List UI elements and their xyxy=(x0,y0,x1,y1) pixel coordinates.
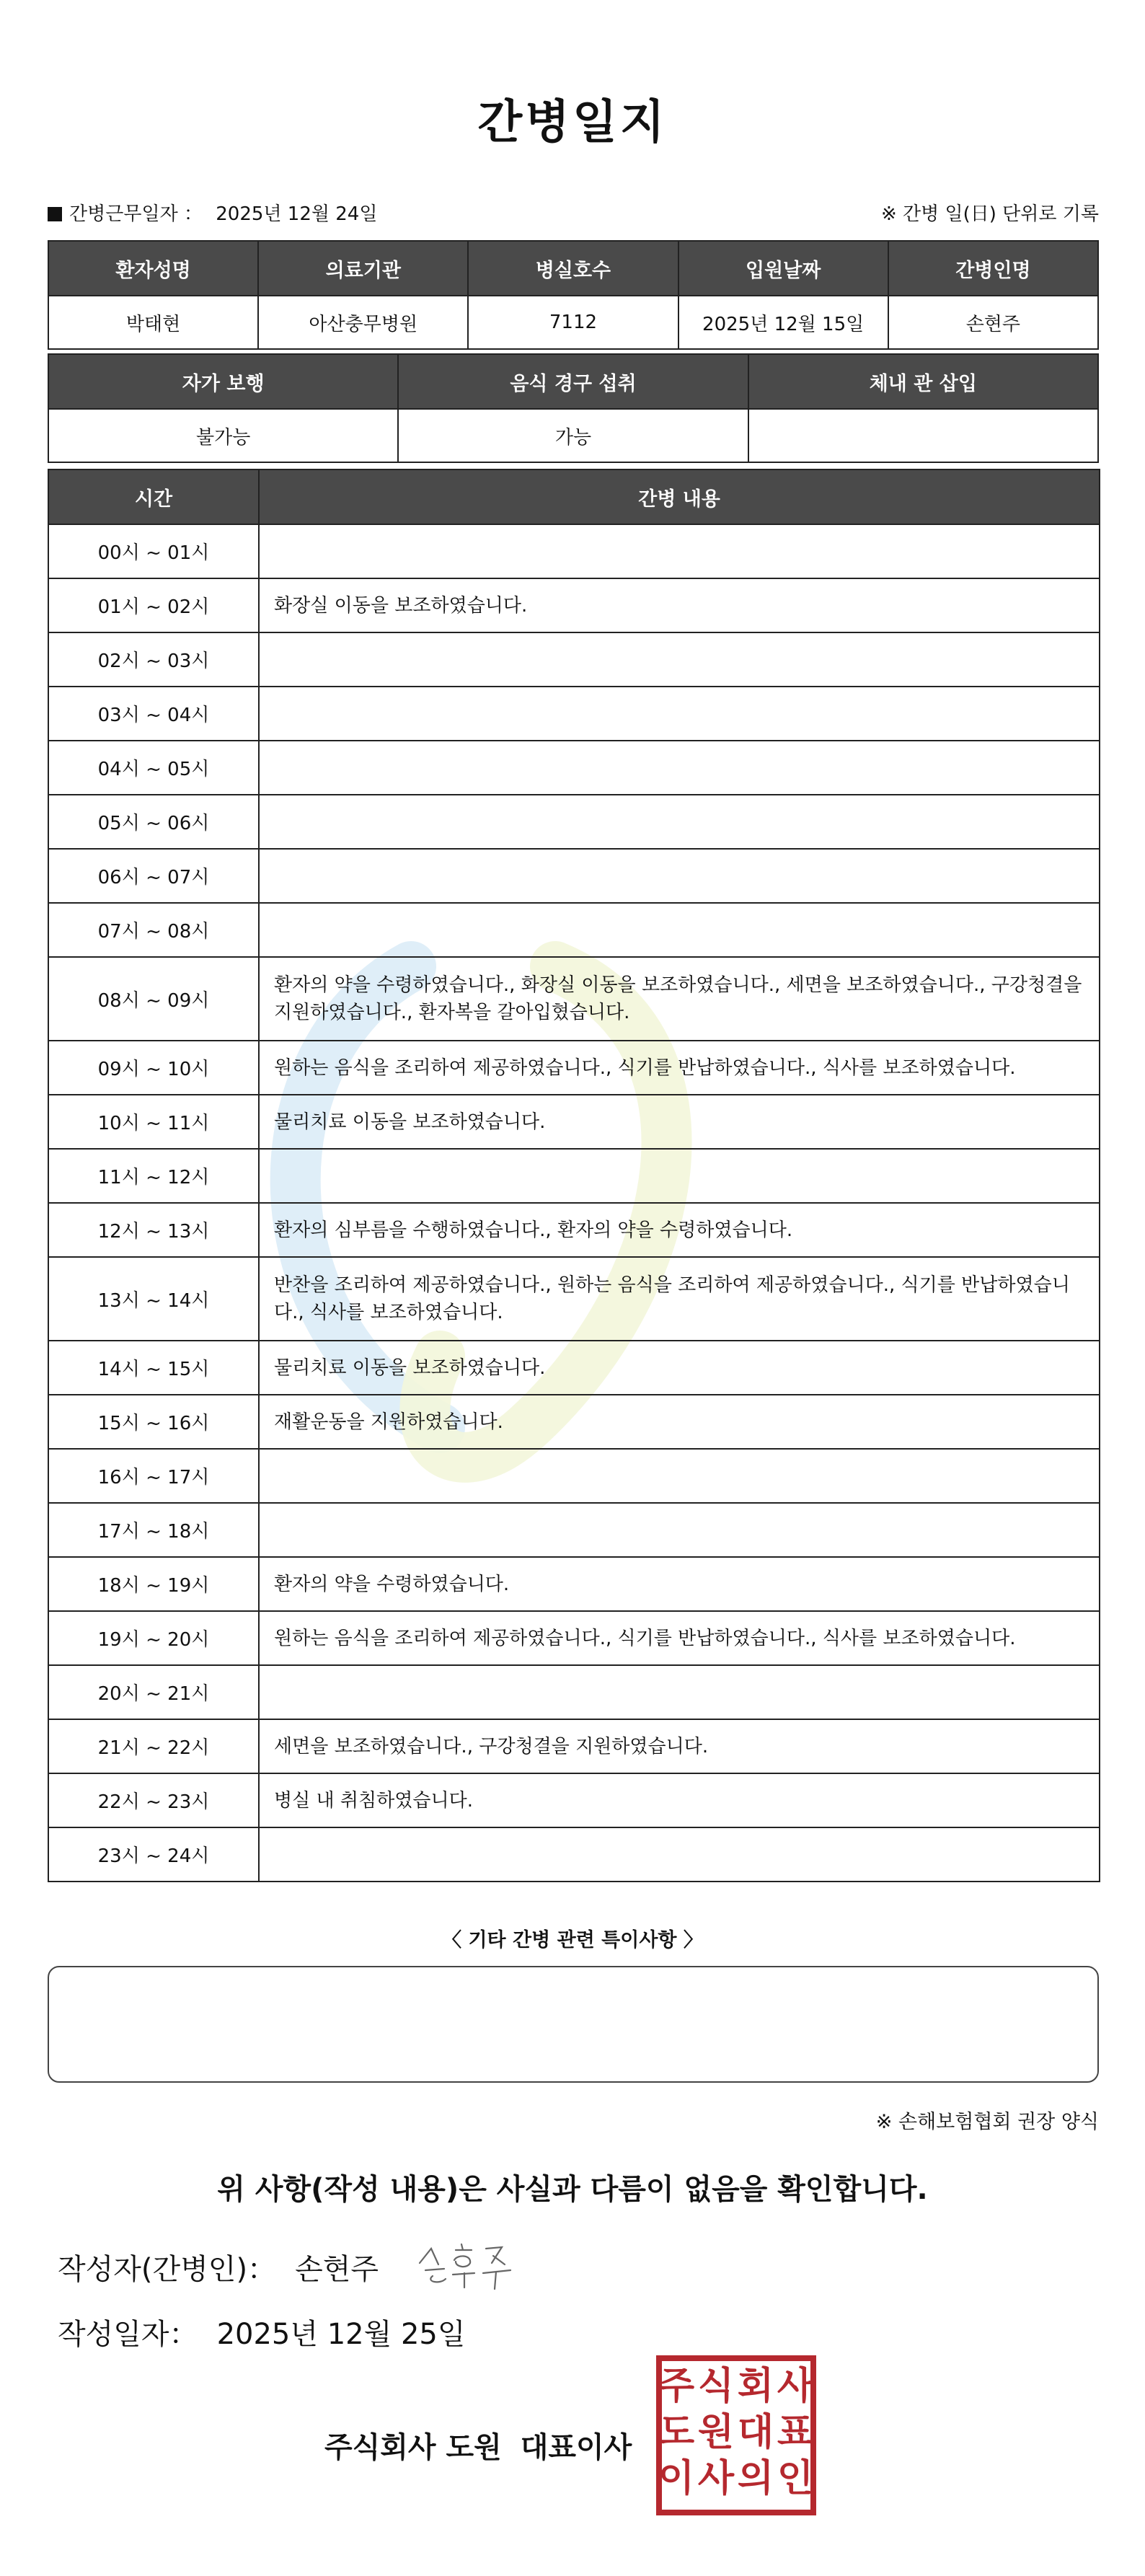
content-cell xyxy=(259,1149,1100,1203)
representative-title: 대표이사 xyxy=(520,2431,632,2464)
work-date-value: 2025년 12월 24일 xyxy=(216,203,378,225)
time-cell: 05시 ~ 06시 xyxy=(48,795,259,849)
notes-title: 〈 기타 간병 관련 특이사항 〉 xyxy=(442,1929,703,1951)
table-row xyxy=(48,903,1100,957)
writer-name: 손현주 xyxy=(295,2253,379,2286)
seal-glyph: 대 xyxy=(737,2411,774,2454)
table-header-row xyxy=(48,241,1098,296)
tube-insertion xyxy=(748,409,1098,462)
content-cell: 재활운동을 지원하였습니다. xyxy=(259,1395,1100,1449)
time-cell: 22시 ~ 23시 xyxy=(48,1773,259,1827)
table-row xyxy=(48,1557,1100,1611)
table-row xyxy=(48,849,1100,903)
square-bullet-icon xyxy=(48,207,62,221)
time-cell: 10시 ~ 11시 xyxy=(48,1095,259,1149)
table-row xyxy=(48,1041,1100,1095)
caregiver-name: 손현주 xyxy=(888,296,1098,349)
room-number: 7112 xyxy=(468,296,678,349)
content-cell xyxy=(259,687,1100,741)
header-tube-insertion: 체내 관 삽입 xyxy=(748,354,1098,409)
table-row xyxy=(48,1719,1100,1773)
date-label: 작성일자： xyxy=(58,2318,198,2351)
table-row xyxy=(48,795,1100,849)
content-cell: 화장실 이동을 보조하였습니다. xyxy=(259,578,1100,632)
content-cell: 물리치료 이동을 보조하였습니다. xyxy=(259,1095,1100,1149)
header-patient-name: 환자성명 xyxy=(48,241,258,296)
admission-date: 2025년 12월 15일 xyxy=(678,296,888,349)
table-header-row xyxy=(48,354,1098,409)
time-cell: 03시 ~ 04시 xyxy=(48,687,259,741)
table-row xyxy=(48,1095,1100,1149)
header-self-walking: 자가 보행 xyxy=(48,354,398,409)
seal-glyph: 회 xyxy=(737,2365,774,2408)
seal-glyph: 원 xyxy=(697,2411,735,2454)
content-cell xyxy=(259,849,1100,903)
table-row xyxy=(48,1665,1100,1719)
time-cell: 12시 ~ 13시 xyxy=(48,1203,259,1257)
seal-glyph: 사 xyxy=(777,2365,814,2408)
time-cell: 16시 ~ 17시 xyxy=(48,1449,259,1503)
hospital: 아산충무병원 xyxy=(258,296,468,349)
time-cell: 00시 ~ 01시 xyxy=(48,524,259,578)
table-row xyxy=(48,409,1098,462)
time-cell: 11시 ~ 12시 xyxy=(48,1149,259,1203)
header-time: 시간 xyxy=(48,469,259,524)
content-cell: 병실 내 취침하였습니다. xyxy=(259,1773,1100,1827)
patient-status-table xyxy=(48,353,1099,463)
table-row xyxy=(48,1503,1100,1557)
header-oral-intake: 음식 경구 섭취 xyxy=(398,354,748,409)
writer-label: 작성자(간병인)： xyxy=(58,2253,277,2286)
table-row xyxy=(48,524,1100,578)
time-cell: 02시 ~ 03시 xyxy=(48,632,259,687)
seal-glyph: 이 xyxy=(658,2457,695,2500)
handwritten-signature xyxy=(411,2234,526,2299)
table-row xyxy=(48,1203,1100,1257)
header-caregiver-name: 간병인명 xyxy=(888,241,1098,296)
content-cell xyxy=(259,632,1100,687)
care-log-table xyxy=(48,469,1100,1882)
content-cell: 환자의 심부름을 수행하였습니다., 환자의 약을 수령하였습니다. xyxy=(259,1203,1100,1257)
time-cell: 14시 ~ 15시 xyxy=(48,1341,259,1395)
content-cell: 세면을 보조하였습니다., 구강청결을 지원하였습니다. xyxy=(259,1719,1100,1773)
self-walking: 불가능 xyxy=(48,409,398,462)
content-cell xyxy=(259,795,1100,849)
seal-glyph: 도 xyxy=(658,2411,695,2454)
writer-line xyxy=(58,2246,379,2288)
oral-intake: 가능 xyxy=(398,409,748,462)
table-row xyxy=(48,1449,1100,1503)
time-cell: 23시 ~ 24시 xyxy=(48,1827,259,1882)
table-row xyxy=(48,1395,1100,1449)
content-cell xyxy=(259,903,1100,957)
content-cell: 환자의 약을 수령하였습니다. xyxy=(259,1557,1100,1611)
patient-name: 박태현 xyxy=(48,296,258,349)
written-date-line xyxy=(58,2311,466,2352)
time-cell: 07시 ~ 08시 xyxy=(48,903,259,957)
record-note: ※ 간병 일(日) 단위로 기록 xyxy=(880,203,1099,225)
table-row xyxy=(48,1827,1100,1882)
recommendation-note: ※ 손해보험협회 권장 양식 xyxy=(875,2111,1099,2133)
content-cell xyxy=(259,1665,1100,1719)
table-row xyxy=(48,578,1100,632)
page-title: 간병일지 xyxy=(477,96,668,149)
time-cell: 01시 ~ 02시 xyxy=(48,578,259,632)
table-row xyxy=(48,296,1098,349)
content-cell: 반찬을 조리하여 제공하였습니다., 원하는 음식을 조리하여 제공하였습니다., 식기를 반납하였습니다., 식사를 보조하였습니다. xyxy=(259,1257,1100,1341)
date-value: 2025년 12월 25일 xyxy=(216,2318,466,2351)
table-header-row xyxy=(48,469,1100,524)
content-cell xyxy=(259,1503,1100,1557)
work-date-label: 간병근무일자 ： xyxy=(69,203,203,225)
time-cell: 06시 ~ 07시 xyxy=(48,849,259,903)
content-cell: 원하는 음식을 조리하여 제공하였습니다., 식기를 반납하였습니다., 식사를 보조하였습니다. xyxy=(259,1611,1100,1665)
content-cell: 물리치료 이동을 보조하였습니다. xyxy=(259,1341,1100,1395)
content-cell xyxy=(259,741,1100,795)
content-cell: 환자의 약을 수령하였습니다., 화장실 이동을 보조하였습니다., 세면을 보조하였습니다., 구강청결을 지원하였습니다., 환자복을 갈아입혔습니다. xyxy=(259,957,1100,1041)
table-row xyxy=(48,632,1100,687)
company-line xyxy=(324,2425,632,2466)
time-cell: 09시 ~ 10시 xyxy=(48,1041,259,1095)
header-care-content: 간병 내용 xyxy=(259,469,1100,524)
table-row xyxy=(48,1149,1100,1203)
seal-glyph: 표 xyxy=(777,2411,814,2454)
notes-box xyxy=(48,1966,1099,2083)
patient-info-table xyxy=(48,240,1099,350)
seal-glyph: 의 xyxy=(737,2457,774,2500)
company-name: 주식회사 도원 xyxy=(324,2431,502,2464)
header-room-number: 병실호수 xyxy=(468,241,678,296)
time-cell: 19시 ~ 20시 xyxy=(48,1611,259,1665)
time-cell: 04시 ~ 05시 xyxy=(48,741,259,795)
table-row xyxy=(48,957,1100,1041)
seal-glyph: 인 xyxy=(777,2457,814,2500)
content-cell: 원하는 음식을 조리하여 제공하였습니다., 식기를 반납하였습니다., 식사를 보조하였습니다. xyxy=(259,1041,1100,1095)
company-seal xyxy=(655,2354,818,2517)
time-cell: 20시 ~ 21시 xyxy=(48,1665,259,1719)
content-cell xyxy=(259,1449,1100,1503)
time-cell: 08시 ~ 09시 xyxy=(48,957,259,1041)
seal-glyph: 사 xyxy=(697,2457,735,2500)
time-cell: 13시 ~ 14시 xyxy=(48,1257,259,1341)
time-cell: 15시 ~ 16시 xyxy=(48,1395,259,1449)
time-cell: 18시 ~ 19시 xyxy=(48,1557,259,1611)
table-row xyxy=(48,1611,1100,1665)
table-row xyxy=(48,741,1100,795)
content-cell xyxy=(259,1827,1100,1882)
table-row xyxy=(48,1773,1100,1827)
time-cell: 17시 ~ 18시 xyxy=(48,1503,259,1557)
meta-row xyxy=(48,199,1099,228)
work-date xyxy=(48,199,377,226)
table-row xyxy=(48,687,1100,741)
table-row xyxy=(48,1257,1100,1341)
table-row xyxy=(48,1341,1100,1395)
seal-glyph: 주 xyxy=(658,2365,695,2408)
header-hospital: 의료기관 xyxy=(258,241,468,296)
confirmation-statement: 위 사항(작성 내용)은 사실과 다름이 없음을 확인합니다. xyxy=(217,2173,928,2206)
time-cell: 21시 ~ 22시 xyxy=(48,1719,259,1773)
content-cell xyxy=(259,524,1100,578)
header-admission-date: 입원날짜 xyxy=(678,241,888,296)
seal-glyph: 식 xyxy=(697,2365,735,2408)
